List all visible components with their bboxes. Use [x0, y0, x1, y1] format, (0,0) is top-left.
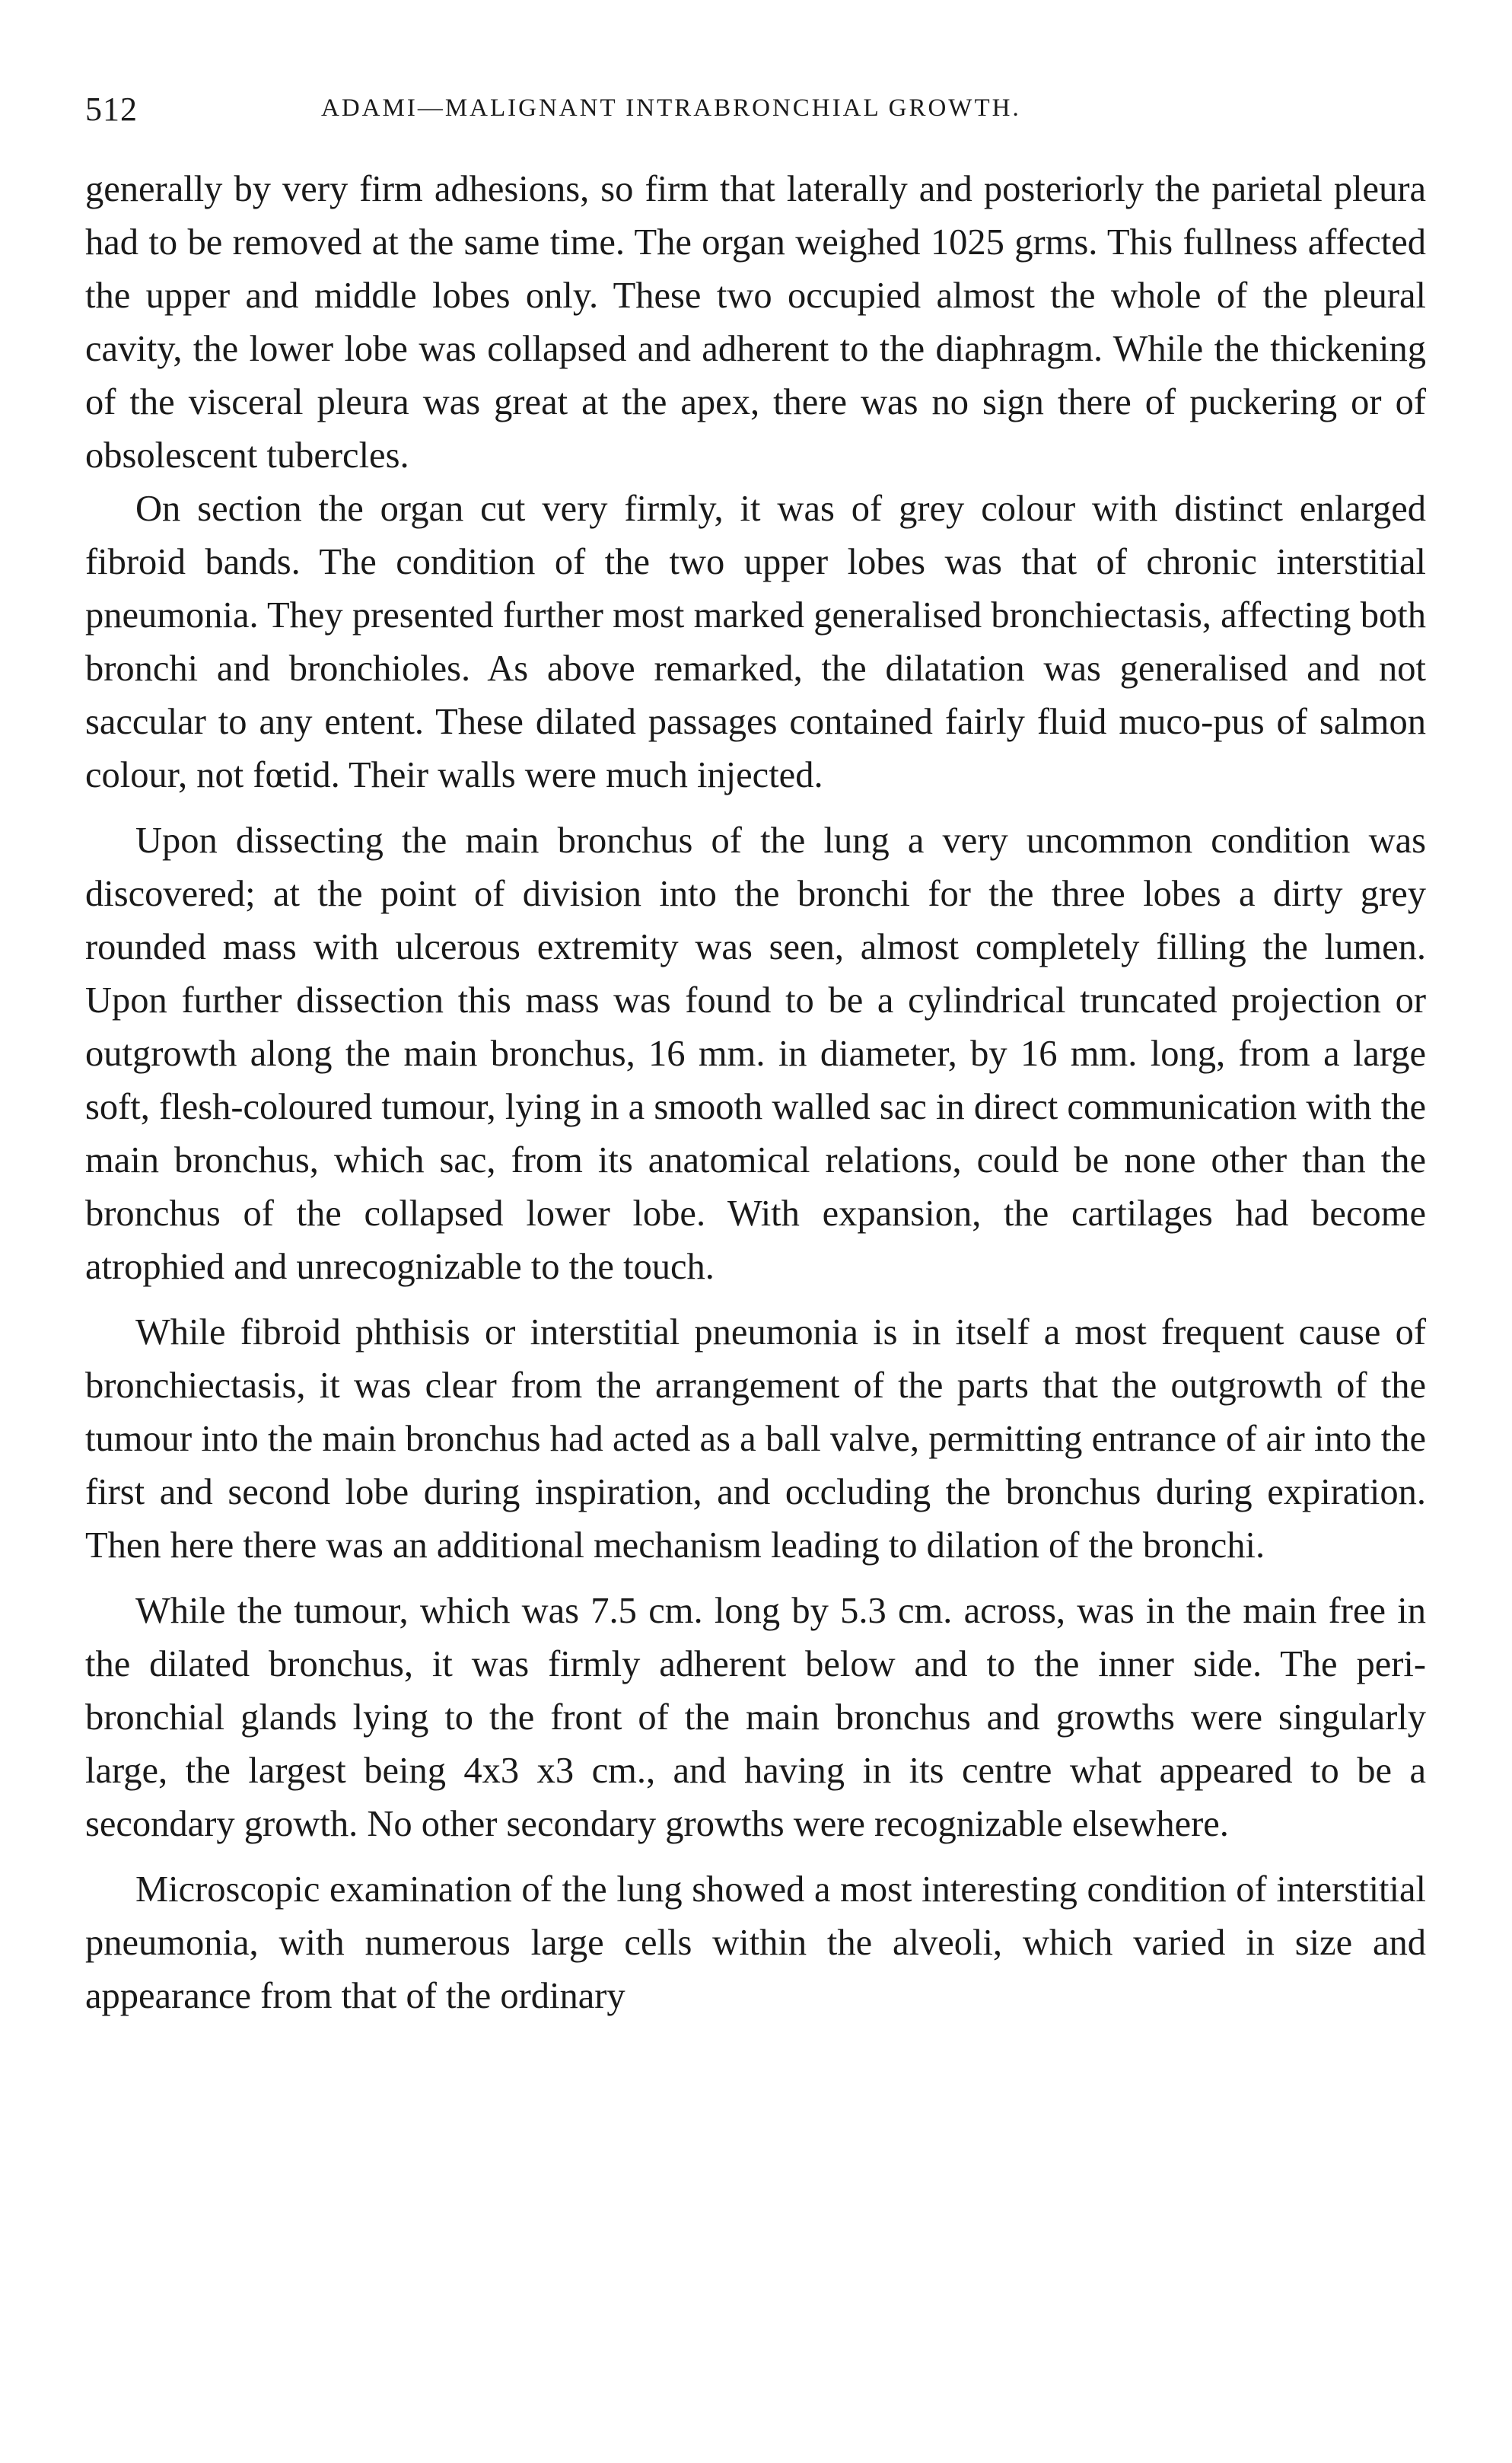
paragraph-continued: generally by very firm adhesions, so firm that laterally and posteriorly the parietal pleura had to be removed at the same time. The organ weighed 1025 grms. This fullness affected the upper and middle lobes only. These two occupied almost the whole of the pleural cavity, the lower lobe was collapsed and adherent to the diaphragm. While the thickening of the visceral pleura was great at the apex, there was no sign there of puckering or of obsolescent tubercles. [85, 169, 1426, 476]
paragraph-ball-valve: While fibroid phthisis or interstitial pneumonia is in itself a most frequent cause of bronchiectasis, it was clear from the arrangement of the parts that the outgrowth of the tumour into the main bronchus had acted as a ball valve, permitting entrance of air into the first and second lobe during inspiration, and occluding the bronchus during expiration. Then here there was an additional mechanism leading to dilation of the bronchi. [85, 1312, 1426, 1566]
running-head: ADAMI—MALIGNANT INTRABRONCHIAL GROWTH. [321, 94, 1021, 122]
paragraph-microscopic: Microscopic examination of the lung showed a most interesting condition of interstitial pneumonia, with numerous large cells within the alveoli, which varied in size and appearance from that of the ordinary [85, 1869, 1426, 2016]
page-number: 512 [85, 91, 138, 128]
page-header [85, 90, 1424, 135]
paragraph-dissection: Upon dissecting the main bronchus of the lung a very uncommon condition was discovered; at the point of division into the bronchi for the three lobes a dirty grey rounded mass with ulcerous extremity was seen, almost completely filling the lumen. Upon further dissection this mass was found to be a cylindrical truncated projection or outgrowth along the main bronchus, 16 mm. in diameter, by 16 mm. long, from a large soft, flesh-coloured tumour, lying in a smooth walled sac in direct communication with the main bronchus, which sac, from its anatomical relations, could be none other than the bronchus of the collapsed lower lobe. With expansion, the cartilages had become atrophied and unrecognizable to the touch. [85, 820, 1426, 1287]
paragraph-tumour-size: While the tumour, which was 7.5 cm. long by 5.3 cm. across, was in the main free in the dilated bronchus, it was firmly adherent below and to the inner side. The peri-bronchial glands lying to the front of the main bronchus and growths were singularly large, the largest being 4x3 x3 cm., and having in its centre what appeared to be a secondary growth. No other secondary growths were recognizable elsewhere. [85, 1591, 1426, 1844]
paragraph-section-findings: On section the organ cut very firmly, it was of grey colour with distinct enlarged fibroid bands. The condition of the two upper lobes was that of chronic interstitial pneumonia. They presented further most marked generalised bronchiectasis, affecting both bronchi and bronchioles. As above remarked, the dilatation was generalised and not saccular to any entent. These dilated passages contained fairly fluid muco-pus of salmon colour, not fœtid. Their walls were much injected. [85, 489, 1426, 795]
body-text [85, 163, 1426, 2023]
